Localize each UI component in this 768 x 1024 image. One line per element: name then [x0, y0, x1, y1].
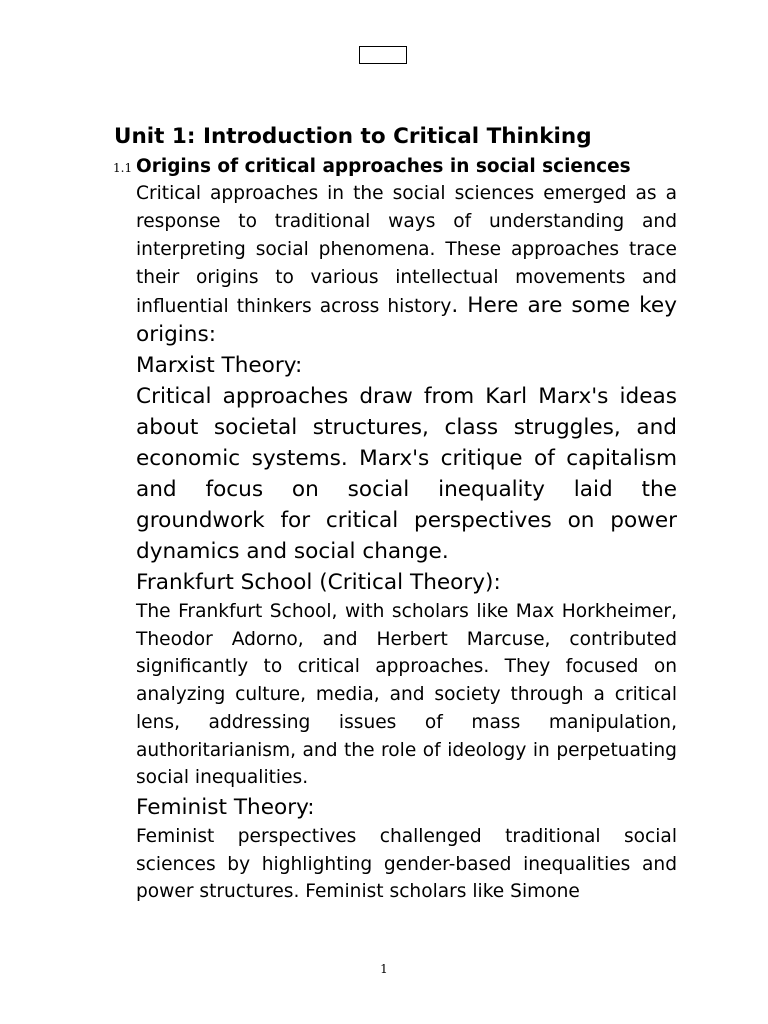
intro-paragraph	[136, 180, 677, 350]
section-title: Origins of critical approaches in social sciences	[136, 156, 631, 177]
document-body	[136, 180, 677, 906]
feminist-paragraph: Feminist perspectives challenged traditional social sciences by highlighting gender-based inequalities and power structures. Feminist scholars like Simone	[136, 825, 677, 903]
unit-title: Unit 1: Introduction to Critical Thinking	[114, 124, 592, 149]
frankfurt-heading: Frankfurt School (Critical Theory):	[136, 570, 501, 595]
frankfurt-paragraph: The Frankfurt School, with scholars like Max Horkheimer, Theodor Adorno, and Herbert Marcuse, contributed significantly to critical approaches. They focused on analyzing culture, media, and society through a critical lens, addressing issues of mass manipulation, authoritarianism, and the role of ideology in perpetuating social inequalities.	[136, 601, 677, 789]
intro-tail: . Here are some key origins:	[136, 293, 677, 347]
page-number: 1	[380, 962, 388, 976]
header-box	[359, 46, 407, 64]
marxist-heading: Marxist Theory:	[136, 353, 303, 378]
section-number: 1.1	[113, 161, 133, 175]
feminist-heading: Feminist Theory:	[136, 794, 315, 820]
intro-text: Critical approaches in the social sciences emerged as a response to traditional ways of understanding and interpreting social phenomena. These approaches trace their origins to various intellectual movements and influential thinkers across history	[136, 183, 677, 317]
marxist-paragraph: Critical approaches draw from Karl Marx's ideas about societal structures, class struggles, and economic systems. Marx's critique of capitalism and focus on social inequality laid the groundwork for critical perspectives on power dynamics and social change.	[136, 384, 677, 564]
